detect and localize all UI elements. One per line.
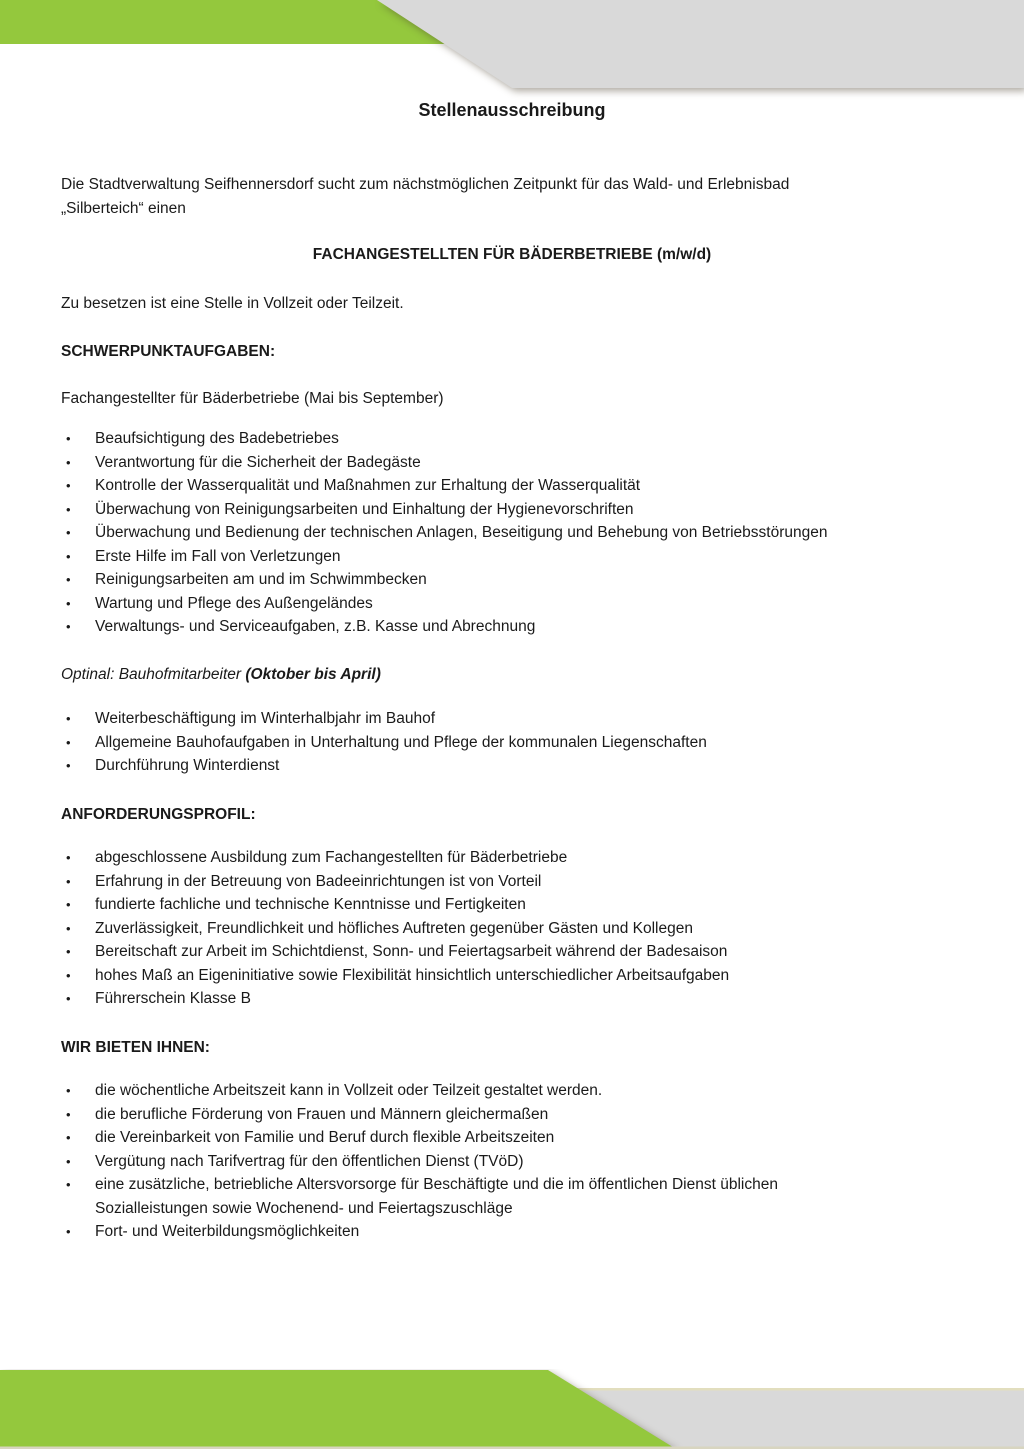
bullet-text: Überwachung und Bedienung der technischen Anlagen, Beseitigung und Behebung von Betriebsstörungen: [95, 524, 828, 541]
section-heading-benefits: WIR BIETEN IHNEN:: [61, 1038, 210, 1056]
optional-role-period: (Oktober bis April): [245, 665, 381, 683]
bullet-text: eine zusätzliche, betriebliche Altersvorsorge für Beschäftigte und die im öffentlichen Dienst üblichen Sozialleistungen sowie Wochenend- und Feiertagszuschläge: [95, 1176, 778, 1217]
bullet-text: Erfahrung in der Betreuung von Badeeinrichtungen ist von Vorteil: [95, 872, 542, 890]
bullet-text: Verwaltungs- und Serviceaufgaben, z.B. Kasse und Abrechnung: [95, 618, 536, 635]
list-item: [61, 545, 963, 569]
bullet-icon: •: [66, 1177, 71, 1192]
list-item: [61, 592, 963, 616]
bullet-icon: •: [66, 967, 71, 983]
list-item: [61, 940, 963, 964]
bullet-icon: •: [66, 548, 71, 564]
bullet-icon: •: [66, 991, 71, 1006]
optional-role-line: [61, 663, 963, 687]
list-item: [61, 846, 963, 870]
bullet-text: Überwachung von Reinigungsarbeiten und Einhaltung der Hygienevorschriften: [95, 500, 634, 518]
bullet-icon: •: [66, 1153, 71, 1169]
bullet-text: die berufliche Förderung von Frauen und Männern gleichermaßen: [95, 1105, 549, 1123]
bullet-text: Wartung und Pflege des Außengeländes: [95, 594, 373, 612]
intro-paragraph: Die Stadtverwaltung Seifhennersdorf sucht zum nächstmöglichen Zeitpunkt für das Wald- und Erlebnisbad „Silberteich“ einen: [61, 176, 790, 217]
bullet-icon: •: [66, 595, 71, 611]
document-title: Stellenausschreibung: [418, 100, 606, 120]
bullet-text: Bereitschaft zur Arbeit im Schichtdienst, Sonn- und Feiertagsarbeit während der Badesaison: [95, 943, 728, 960]
list-item: [61, 964, 963, 988]
bullet-icon: •: [66, 711, 71, 726]
list-item: [61, 917, 963, 941]
bullet-text: Beaufsichtigung des Badebetriebes: [95, 430, 339, 447]
bullet-icon: •: [66, 1083, 71, 1098]
bullet-icon: •: [66, 431, 71, 446]
list-item: [61, 754, 963, 778]
bullet-text: Zuverlässigkeit, Freundlichkeit und höfliches Auftreten gegenüber Gästen und Kollegen: [95, 919, 693, 937]
optional-role-prefix: Optinal: Bauhofmitarbeiter: [61, 665, 246, 683]
bullet-text: Verantwortung für die Sicherheit der Badegäste: [95, 453, 421, 471]
bullet-text: Erste Hilfe im Fall von Verletzungen: [95, 547, 341, 565]
list-item: [61, 1150, 963, 1174]
position-heading: FACHANGESTELLTEN FÜR BÄDERBETRIEBE (m/w/d): [312, 246, 712, 263]
bullet-icon: •: [66, 1106, 71, 1122]
list-item: [61, 427, 963, 451]
bauhof-list: [61, 707, 963, 778]
bullet-text: die Vereinbarkeit von Familie und Beruf durch flexible Arbeitszeiten: [95, 1129, 555, 1146]
list-item: [61, 615, 963, 639]
list-item: [61, 1103, 963, 1127]
bullet-icon: •: [66, 758, 71, 773]
bullet-text: fundierte fachliche und technische Kenntnisse und Fertigkeiten: [95, 896, 526, 913]
list-item: [61, 893, 963, 917]
bullet-icon: •: [66, 897, 71, 912]
list-item: [61, 451, 963, 475]
footer-decoration: [0, 1369, 1024, 1449]
section-heading-requirements: ANFORDERUNGSPROFIL:: [61, 805, 256, 823]
list-item: [61, 707, 963, 731]
bullet-icon: •: [66, 850, 71, 865]
bullet-icon: •: [66, 454, 71, 470]
list-item: [61, 568, 963, 592]
bullet-text: Reinigungsarbeiten am und im Schwimmbecken: [95, 571, 427, 588]
bullet-text: die wöchentliche Arbeitszeit kann in Vollzeit oder Teilzeit gestaltet werden.: [95, 1082, 603, 1099]
bullet-icon: •: [66, 501, 71, 517]
benefits-list: [61, 1079, 963, 1244]
list-item: [61, 1126, 963, 1150]
list-item: [61, 498, 963, 522]
list-item: [61, 987, 963, 1011]
bullet-icon: •: [66, 944, 71, 959]
bullet-text: Kontrolle der Wasserqualität und Maßnahmen zur Erhaltung der Wasserqualität: [95, 477, 641, 494]
task-list: [61, 427, 963, 639]
document-body: [61, 0, 963, 1244]
bullet-text: Durchführung Winterdienst: [95, 757, 280, 774]
footer-green-band: [0, 1370, 676, 1449]
bullet-icon: •: [66, 873, 71, 889]
bullet-icon: •: [66, 478, 71, 493]
bullet-text: Führerschein Klasse B: [95, 990, 251, 1007]
bullet-icon: •: [66, 734, 71, 750]
requirements-list: [61, 846, 963, 1011]
availability-note: Zu besetzen ist eine Stelle in Vollzeit oder Teilzeit.: [61, 294, 404, 312]
list-item: [61, 731, 963, 755]
list-item: [61, 1079, 963, 1103]
bullet-icon: •: [66, 572, 71, 587]
section-heading-tasks: SCHWERPUNKTAUFGABEN:: [61, 343, 276, 360]
bullet-text: hohes Maß an Eigeninitiative sowie Flexibilität hinsichtlich unterschiedlicher Arbeitsaufgaben: [95, 966, 730, 984]
list-item: [61, 1173, 963, 1220]
bullet-icon: •: [66, 525, 71, 540]
bullet-text: Weiterbeschäftigung im Winterhalbjahr im Bauhof: [95, 710, 436, 727]
bullet-text: Allgemeine Bauhofaufgaben in Unterhaltung und Pflege der kommunalen Liegenschaften: [95, 733, 707, 751]
bullet-icon: •: [66, 1130, 71, 1145]
bullet-icon: •: [66, 619, 71, 634]
bullet-icon: •: [66, 920, 71, 936]
bullet-text: Fort- und Weiterbildungsmöglichkeiten: [95, 1223, 360, 1240]
season-role-line: Fachangestellter für Bäderbetriebe (Mai bis September): [61, 389, 444, 407]
list-item: [61, 870, 963, 894]
bullet-text: abgeschlossene Ausbildung zum Fachangestellten für Bäderbetriebe: [95, 849, 568, 866]
bullet-icon: •: [66, 1224, 71, 1239]
bullet-text: Vergütung nach Tarifvertrag für den öffentlichen Dienst (TVöD): [95, 1152, 524, 1170]
list-item: [61, 1220, 963, 1244]
list-item: [61, 474, 963, 498]
list-item: [61, 521, 963, 545]
